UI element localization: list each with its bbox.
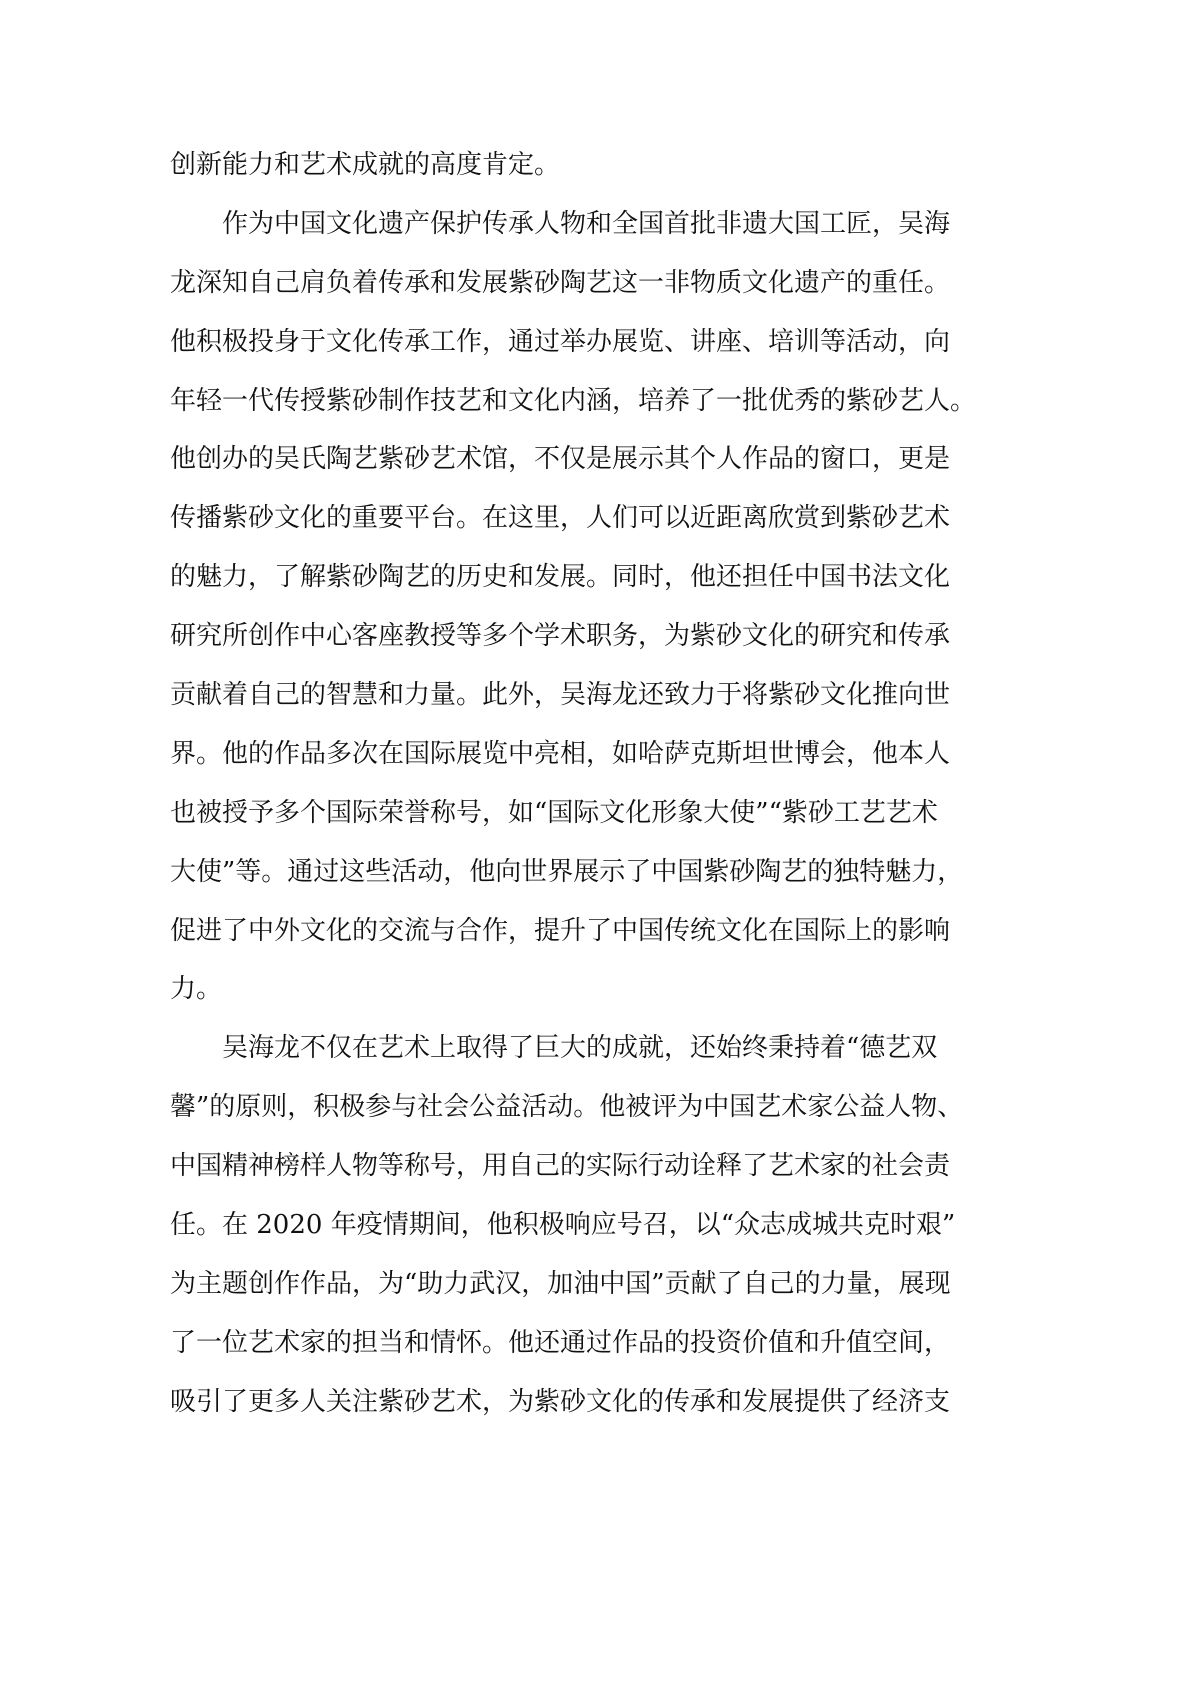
text-line: 贡献着自己的智慧和力量。此外，吴海龙还致力于将紫砂文化推向世 <box>170 680 951 711</box>
text-line: 研究所创作中心客座教授等多个学术职务，为紫砂文化的研究和传承 <box>170 621 951 652</box>
text-line: 也被授予多个国际荣誉称号，如“国际文化形象大使”“紫砂工艺艺术 <box>170 797 938 828</box>
text-line: 了一位艺术家的担当和情怀。他还通过作品的投资价值和升值空间， <box>170 1327 951 1358</box>
text-line: 促进了中外文化的交流与合作，提升了中国传统文化在国际上的影响 <box>170 915 951 946</box>
text-line: 创新能力和艺术成就的高度肯定。 <box>170 150 561 180</box>
text-line: 年轻一代传授紫砂制作技艺和文化内涵，培养了一批优秀的紫砂艺人。 <box>170 385 977 416</box>
text-line: 他积极投身于文化传承工作，通过举办展览、讲座、培训等活动，向 <box>170 326 951 357</box>
text-line: 作为中国文化遗产保护传承人物和全国首批非遗大国工匠，吴海 <box>222 208 951 239</box>
document-body <box>170 136 977 1432</box>
text-line: 传播紫砂文化的重要平台。在这里，人们可以近距离欣赏到紫砂艺术 <box>170 503 951 534</box>
text-line: 龙深知自己肩负着传承和发展紫砂陶艺这一非物质文化遗产的重任。 <box>170 267 951 298</box>
text-line: 中国精神榜样人物等称号，用自己的实际行动诠释了艺术家的社会责 <box>170 1151 951 1182</box>
text-line: 任。在 2020 年疫情期间，他积极响应号召，以“众志成城共克时艰” <box>170 1210 956 1241</box>
text-line: 大使”等。通过这些活动，他向世界展示了中国紫砂陶艺的独特魅力， <box>170 856 964 887</box>
text-line: 他创办的吴氏陶艺紫砂艺术馆，不仅是展示其个人作品的窗口，更是 <box>170 444 951 475</box>
text-line: 的魅力，了解紫砂陶艺的历史和发展。同时，他还担任中国书法文化 <box>170 562 951 593</box>
text-line: 界。他的作品多次在国际展览中亮相，如哈萨克斯坦世博会，他本人 <box>170 738 951 769</box>
text-line: 吸引了更多人关注紫砂艺术，为紫砂文化的传承和发展提供了经济支 <box>170 1386 951 1417</box>
text-line: 力。 <box>170 974 223 1005</box>
text-line: 馨”的原则，积极参与社会公益活动。他被评为中国艺术家公益人物、 <box>170 1092 964 1123</box>
text-line: 吴海龙不仅在艺术上取得了巨大的成就，还始终秉持着“德艺双 <box>222 1033 938 1064</box>
text-line: 为主题创作作品，为“助力武汉，加油中国”贡献了自己的力量，展现 <box>170 1268 951 1299</box>
